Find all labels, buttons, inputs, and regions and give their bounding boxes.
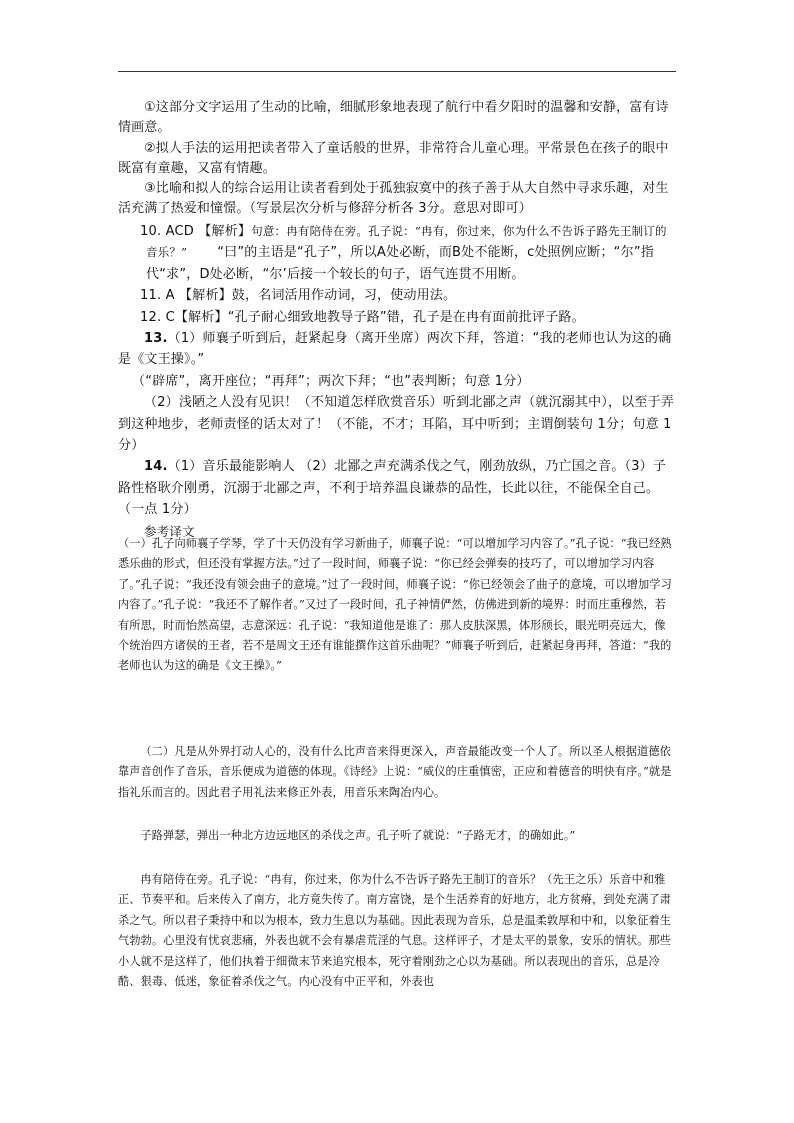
answer-14-text: （1）音乐最能影响人 （2）北鄙之声充满杀伐之气，刚劲放纵，乃亡国之音。（3）子路性格耿介刚勇，沉溺于北鄙之声，不利于培养温良谦恭的品性，长此以往，不能保全自己。（一点 1分） xyxy=(118,459,667,518)
translation-part-3: 子路弹瑟，弹出一种北方边远地区的杀伐之声。孔子听了就说：“子路无才，的确如此。” xyxy=(140,829,576,842)
answer-13-part-1-text: （1）师襄子听到后，赶紧起身（离开坐席）两次下拜，答道：“我的老师也认为这的确是《文王操》。” xyxy=(118,331,672,368)
answer-10-sentence: 句意：冉有陪侍在旁。孔子说：“冉有，你过来，你为什么不告诉子路先王制订的音乐？” xyxy=(146,224,667,260)
answer-12-tag: 【解析】 xyxy=(174,309,228,325)
answer-11-number: 11. A xyxy=(140,288,175,304)
answer-12-text: “孔子耐心细致地教导子路”错，孔子是在冉有面前批评子路。 xyxy=(227,309,585,325)
rhetoric-analysis-section xyxy=(118,98,676,220)
answer-11-text: 鼓，名词活用作动词，习，使动用法。 xyxy=(231,288,457,304)
answer-13-part-1 xyxy=(118,328,676,371)
answer-12-number: 12. C xyxy=(140,309,175,325)
answer-14-number: 14. xyxy=(144,459,168,475)
answer-key-section xyxy=(118,221,676,542)
answer-11-tag: 【解析】 xyxy=(179,288,232,304)
answer-10 xyxy=(118,221,676,285)
translation-part-4: 冉有陪侍在旁。孔子说：“冉有，你过来，你为什么不告诉子路先王制订的音乐？（先王之乐）乐音中和雅正、节奏平和。后来传入了南方，北方竟失传了。南方富饶，是个生活养育的好地方，北方贫瘠，到处充满了肃杀之气。所以君子秉持中和以为根本，致力生息以为基础。因此表现为音乐，总是温柔敦厚和中和，以象征着生气勃勃。心里没有忧哀悲痛，外表也就不会有暴虐荒淫的气息。这样评子，才是太平的景象，安乐的情状。那些小人就不是这样了，他们执着于细微末节来追究根本，死守着刚劲之心以为基础。所以表现出的音乐，总是冷酷、狠毒、低迷，象征着杀伐之气。内心没有中正平和，外表也 xyxy=(118,873,672,989)
translation-part-1: （一）孔子向师襄子学琴，学了十天仍没有学习新曲子，师襄子说：“可以增加学习内容了。”孔子说：“我已经熟悉乐曲的形式，但还没有掌握方法。”过了一段时间，师襄子说：“你已经会弹奏的技巧了，可以增加学习内容了。”孔子说：“我还没有领会曲子的意境。”过了一段时间，师襄子说：“你已经领会了曲子的意境，可以增加学习内容了。”孔子说：“我还不了解作者。”又过了一段时间，孔子神情俨然，仿佛进到新的境界：时而庄重穆然，若有所思，时而怡然高望，志意深远：孔子说：“我知道他是谁了：那人皮肤深黑，体形颀长，眼光明亮远大，像个统治四方诸侯的王者，若不是周文王还有谁能撰作这首乐曲呢？”师襄子听到后，赶紧起身再拜，答道：“我的老师也认为这的确是《文王操》。” xyxy=(118,537,672,673)
answer-10-tag: 【解析】 xyxy=(198,224,252,239)
answer-10-number: 10. ACD xyxy=(140,224,194,239)
answer-14 xyxy=(118,456,676,520)
answer-13-number: 13. xyxy=(144,331,168,347)
translation-part-2: （二）凡是从外界打动人心的，没有什么比声音来得更深入，声音最能改变一个人了。所以圣人根据道德依靠声音创作了音乐，音乐便成为道德的体现。《诗经》上说：“威仪的庄重慎密，正应和着德音的明快有序。”就是指礼乐而言的。因此君子用礼法来修正外表，用音乐来陶冶内心。 xyxy=(118,745,672,799)
analysis-point-2: ②拟人手法的运用把读者带入了童话般的世界，非常符合儿童心理。平常景色在孩子的眼中既富有童趣，又富有情趣。 xyxy=(118,140,669,176)
answer-10-analysis: “曰”的主语是“孔子”，所以A处必断，而B处不能断，c处照例应断；“尔”指代“求”，D处必断，“尔’后接一个较长的句子，语气连贯不用断。 xyxy=(146,245,654,282)
translation-heading: 参考译文 xyxy=(144,523,195,539)
answer-13-part-1-note: （“辟席”，离开座位；“再拜”；两次下拜；“也”表判断；句意 1分） xyxy=(132,373,530,389)
header-rule xyxy=(118,71,676,72)
answer-11 xyxy=(118,285,676,306)
analysis-point-3: ③比喻和拟人的综合运用让读者看到处于孤独寂寞中的孩子善于从大自然中寻求乐趣，对生活充满了热爱和憧憬。（写景层次分析与修辞分析各 3分。意思对即可） xyxy=(118,181,669,217)
analysis-point-1: ①这部分文字运用了生动的比喻，细腻形象地表现了航行中看夕阳时的温馨和安静，富有诗情画意。 xyxy=(118,100,669,136)
answer-12 xyxy=(118,307,676,328)
answer-13-part-2: （2）浅陋之人没有见识！（不知道怎样欣赏音乐）听到北鄙之声（就沉溺其中），以至于弄到这种地步，老师责怪的话太对了！（不能，不才；耳陷，耳中听到；主谓倒装句 1分；句意 1分） xyxy=(118,395,674,454)
